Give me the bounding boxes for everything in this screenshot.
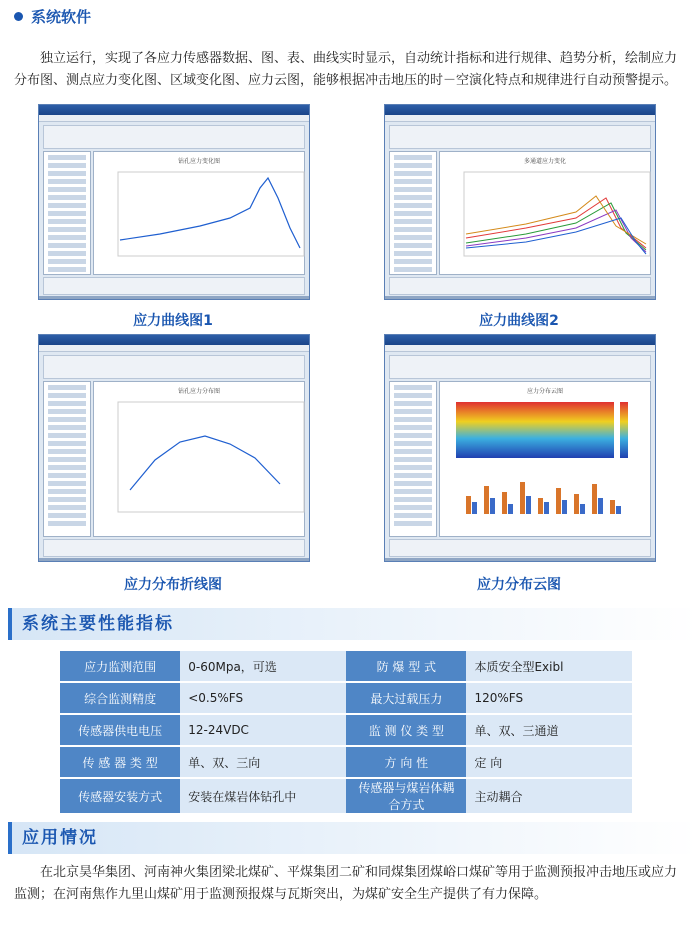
stress-cloud-chart (446, 398, 656, 528)
window-titlebar (39, 105, 309, 115)
section-heading-software (14, 6, 91, 27)
caption-4: 应力分布云图 (477, 577, 561, 593)
curve-chart-2 (446, 168, 656, 268)
option-bar (43, 277, 305, 295)
sensor-list (43, 381, 91, 537)
window-menubar (385, 115, 655, 122)
screenshot-stress-curve-1 (38, 104, 310, 300)
section-title: 系统主要性能指标 (22, 614, 174, 634)
spec-key: 应力监测范围 (60, 651, 180, 682)
plot-title: 钻孔应力分布图 (177, 388, 220, 395)
table-row (60, 651, 632, 682)
spec-value: 本质安全型Exibl (466, 651, 632, 682)
caption-3: 应力分布折线图 (124, 577, 222, 593)
table-row (60, 682, 632, 714)
window-menubar (39, 115, 309, 122)
spec-value: 单、双、三向 (180, 746, 346, 778)
spec-value: 0-60Mpa，可选 (180, 651, 346, 682)
window-menubar (39, 345, 309, 352)
option-bar (389, 277, 651, 295)
screenshot-stress-distribution-line (38, 334, 310, 562)
spec-value: 120%FS (466, 682, 632, 714)
spec-key: 最大过载压力 (346, 682, 466, 714)
status-bar (385, 296, 655, 299)
window-titlebar (385, 105, 655, 115)
spec-key: 综合监测精度 (60, 682, 180, 714)
spec-key: 传 感 器 类 型 (60, 746, 180, 778)
query-panel (43, 125, 305, 149)
spec-key: 传感器与煤岩体耦合方式 (346, 778, 466, 814)
status-bar (385, 558, 655, 561)
spec-key: 监 测 仪 类 型 (346, 714, 466, 746)
plot-area (439, 381, 651, 537)
spec-value: 单、双、三通道 (466, 714, 632, 746)
plot-area (93, 151, 305, 275)
caption-1: 应力曲线图1 (133, 313, 213, 329)
spec-key: 传感器安装方式 (60, 778, 180, 814)
spec-key: 防 爆 型 式 (346, 651, 466, 682)
plot-title: 多通道应力变化 (523, 158, 566, 165)
usage-paragraph: 在北京昊华集团、河南神火集团梁北煤矿、平煤集团二矿和同煤集团煤峪口煤矿等用于监测预报冲击地压或应力监测；在河南焦作九里山煤矿用于监测预报煤与瓦斯突出，为煤矿安全生产提供了有力保障。 (14, 865, 678, 902)
query-panel (389, 125, 651, 149)
table-row (60, 746, 632, 778)
distribution-line-chart (100, 398, 310, 528)
spec-value: 主动耦合 (466, 778, 632, 814)
option-bar (389, 539, 651, 557)
plot-title: 应力分布云图 (526, 388, 563, 395)
section-heading-specs (8, 608, 698, 640)
intro-paragraph: 独立运行，实现了各应力传感器数据、图、表、曲线实时显示，自动统计指标和进行规律、趋势分析，绘制应力分布图、测点应力变化图、区域变化图、应力云图，能够根据冲击地压的时－空演化特点和规律进行自动预警提示。 (14, 51, 678, 88)
spec-key: 方 向 性 (346, 746, 466, 778)
section-heading-usage (8, 822, 698, 854)
section-title: 系统软件 (31, 8, 92, 26)
bullet-dot-icon (14, 12, 23, 21)
window-menubar (385, 345, 655, 352)
window-titlebar (385, 335, 655, 345)
spec-table (60, 651, 632, 815)
sensor-tree (43, 151, 91, 275)
option-bar (43, 539, 305, 557)
caption-2: 应力曲线图2 (479, 313, 559, 329)
table-row (60, 778, 632, 814)
curve-chart-1 (100, 168, 310, 268)
status-bar (39, 296, 309, 299)
sensor-tree (389, 151, 437, 275)
spec-value: <0.5%FS (180, 682, 346, 714)
plot-area (93, 381, 305, 537)
spec-value: 安装在煤岩体钻孔中 (180, 778, 346, 814)
status-bar (39, 558, 309, 561)
plot-title: 钻孔应力变化图 (177, 158, 220, 165)
query-panel (389, 355, 651, 379)
query-panel (43, 355, 305, 379)
sensor-list (389, 381, 437, 537)
table-row (60, 714, 632, 746)
section-title: 应用情况 (22, 828, 98, 848)
screenshot-stress-curve-2 (384, 104, 656, 300)
spec-key: 传感器供电电压 (60, 714, 180, 746)
screenshot-stress-cloud (384, 334, 656, 562)
spec-value: 12-24VDC (180, 714, 346, 746)
spec-value: 定 向 (466, 746, 632, 778)
window-titlebar (39, 335, 309, 345)
plot-area (439, 151, 651, 275)
